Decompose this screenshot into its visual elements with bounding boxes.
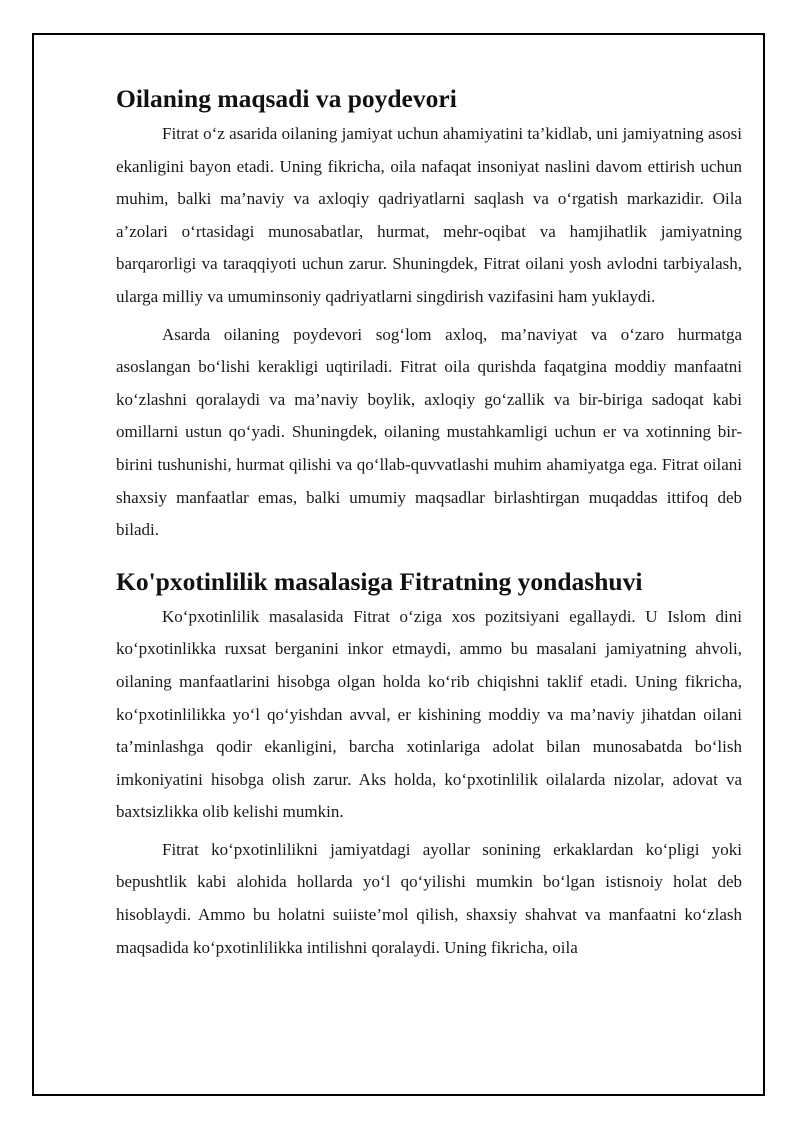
document-body <box>116 86 742 969</box>
section-heading: Ko'pxotinlilik masalasiga Fitratning yondashuvi <box>116 566 643 596</box>
section-family-purpose <box>116 86 742 547</box>
section-polygamy <box>116 566 742 965</box>
paragraph: Fitrat ko‘pxotinlilikni jamiyatdagi ayollar sonining erkaklardan ko‘pligi yoki bepushtlik kabi alohida hollarda yo‘l qo‘yilishi mumkin bo‘lgan istisnoiy holat deb hisoblaydi. Ammo bu holatni suiiste’mol qilish, shaxsiy shahvat va manfaatni ko‘zlash maqsadida ko‘pxotinlilikka intilishni qoralaydi. Uning fikricha, oila <box>116 839 742 957</box>
paragraph: Ko‘pxotinlilik masalasida Fitrat o‘ziga xos pozitsiyani egallaydi. U Islom dini ko‘pxotinlikka ruxsat berganini inkor etmaydi, ammo bu masalani jamiyatning ahvoli, oilaning manfaatlarini hisobga olgan holda ko‘rib chiqishni taklif etadi. Uning fikricha, ko‘pxotinlilikka yo‘l qo‘yishdan avval, er kishining moddiy va ma’naviy jihatdan oilani ta’minlashga qodir ekanligini, barcha xotinlariga adolat bilan munosabatda bo‘lish imkoniyatini hisobga olish zarur. Aks holda, ko‘pxotinlilik oilalarda nizolar, adovat va baxtsizlikka olib kelishi mumkin. <box>116 606 742 822</box>
paragraph: Asarda oilaning poydevori sog‘lom axloq, ma’naviyat va o‘zaro hurmatga asoslangan bo‘lishi kerakligi uqtiriladi. Fitrat oila qurishda faqatgina moddiy manfaatni ko‘zlashni qoralaydi va ma’naviy boylik, axloqiy go‘zallik va bir-biriga sadoqat kabi omillarni ustun qo‘yadi. Shuningdek, oilaning mustahkamligi uchun er va xotinning bir-birini tushunishi, hurmat qilishi va qo‘llab-quvvatlashi muhim ahamiyatga ega. Fitrat oilani shaxsiy manfaatlar emas, balki umumiy maqsadlar birlashtirgan muqaddas ittifoq deb biladi. <box>116 324 742 540</box>
paragraph: Fitrat o‘z asarida oilaning jamiyat uchun ahamiyatini ta’kidlab, uni jamiyatning asosi ekanligini bayon etadi. Uning fikricha, oila nafaqat insoniyat naslini davom ettirish uchun muhim, balki ma’naviy va axloqiy qadriyatlarni saqlash va o‘rgatish markazidir. Oila a’zolari o‘rtasidagi munosabatlar, hurmat, mehr-oqibat va hamjihatlik jamiyatning barqarorligi va taraqqiyoti uchun zarur. Shuningdek, Fitrat oilani yosh avlodni tarbiyalash, ularga milliy va umuminsoniy qadriyatlarni singdirish vazifasini ham yuklaydi. <box>116 124 742 306</box>
section-heading: Oilaning maqsadi va poydevori <box>116 84 457 113</box>
